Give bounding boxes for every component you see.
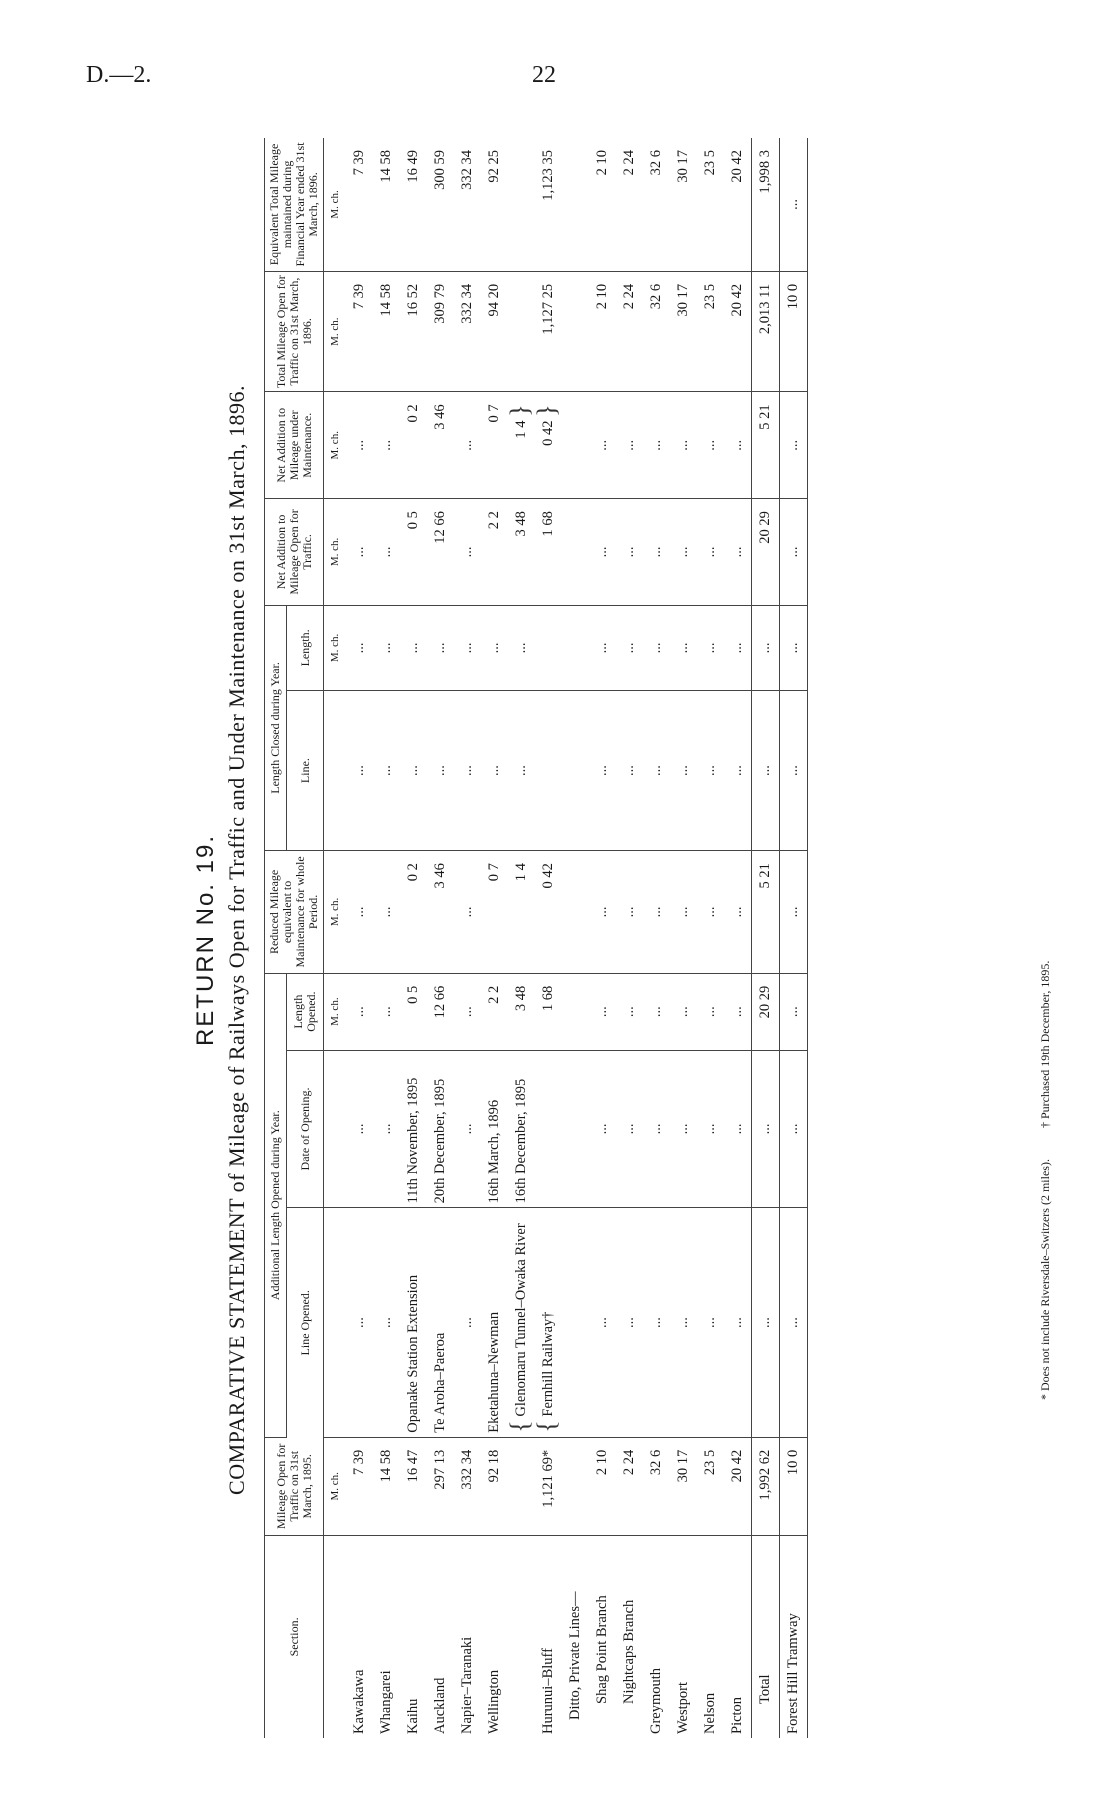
col-closed-length: Length. (287, 605, 324, 690)
cell-line-text: Glenomaru Tunnel–Owaka River (513, 1223, 529, 1417)
cell-total1896: 16 52 (400, 271, 427, 392)
cell-len-opened: ... (346, 973, 373, 1050)
cell-net-traffic: 20 29 (752, 499, 780, 606)
cell-m1895: 10 0 (780, 1437, 808, 1535)
cell-reduced: 0 2 (400, 851, 427, 974)
brace-icon: } (505, 404, 534, 417)
cell-equiv: 332 34 (454, 138, 481, 271)
cell-date: 20th December, 1895 (427, 1050, 454, 1208)
cell-m1895: 297 13 (427, 1437, 454, 1535)
cell-net-traffic: ... (373, 499, 400, 606)
unit-label: M. ch. (324, 392, 347, 499)
cell-section: Kawakawa (351, 1669, 367, 1734)
cell-section: Hurunui–Bluff (540, 1648, 556, 1734)
cell-section: Shag Point Branch (594, 1595, 610, 1704)
col-length-opened: Length Opened. (287, 973, 324, 1050)
footnotes (1038, 933, 1053, 1400)
cell-equiv: 16 49 (400, 138, 427, 271)
cell-equiv: 1,123 35 (535, 138, 562, 271)
cell-total1896: 32 6 (643, 271, 670, 392)
cell-equiv: 32 6 (643, 138, 670, 271)
cell-section: Auckland (432, 1677, 448, 1734)
cell-reduced: ... (643, 851, 670, 974)
cell-reduced: ... (346, 851, 373, 974)
document-code: D.—2. (86, 62, 152, 88)
cell-date: 16th December, 1895 (508, 1050, 535, 1208)
cell-date: ... (752, 1050, 780, 1208)
cell-closed-len: ... (724, 605, 752, 690)
cell-line: ... (346, 1208, 373, 1437)
cell-section: Wellington (486, 1669, 502, 1734)
cell-date: ... (454, 1050, 481, 1208)
cell-closed-line: ... (724, 691, 752, 851)
cell-section: Napier–Taranaki (459, 1636, 475, 1734)
col-equivalent-total: Equivalent Total Mileage maintained during Financial Year ended 31st March, 1896. (265, 138, 324, 271)
cell-closed-line: ... (373, 691, 400, 851)
cell-net-maint: 0 7 (481, 392, 508, 499)
cell-closed-line: ... (481, 691, 508, 851)
brace-icon: { (532, 1420, 561, 1433)
table-row (400, 138, 427, 1738)
unit-label: M. ch. (324, 499, 347, 606)
table-row (643, 138, 670, 1738)
cell-reduced: 0 7 (481, 851, 508, 974)
col-group-additional: Additional Length Opened during Year. (265, 973, 287, 1437)
cell-closed-len: ... (670, 605, 697, 690)
table-row (780, 138, 808, 1738)
col-total-1896: Total Mileage Open for Traffic on 31st March, 1896. (265, 271, 324, 392)
unit-label: M. ch. (324, 973, 347, 1050)
cell-net-traffic: 12 66 (427, 499, 454, 606)
cell-date: ... (697, 1050, 724, 1208)
cell-closed-line: ... (346, 691, 373, 851)
cell-equiv: 30 17 (670, 138, 697, 271)
cell-reduced: ... (670, 851, 697, 974)
col-net-add-maintenance: Net Addition to Mileage under Maintenance. (265, 392, 324, 499)
rotated-table-page (190, 120, 1070, 1760)
table-row (454, 138, 481, 1738)
col-closed-line: Line. (287, 691, 324, 851)
cell-len-opened: 3 48 (508, 973, 535, 1050)
cell-net-maint: ... (724, 392, 752, 499)
cell-total1896: 20 42 (724, 271, 752, 392)
cell-section: Nightcaps Branch (621, 1599, 637, 1704)
cell-net-traffic: 2 2 (481, 499, 508, 606)
cell-len-opened: ... (697, 973, 724, 1050)
cell-len-opened: 0 5 (400, 973, 427, 1050)
cell-net-maint: ... (454, 392, 481, 499)
cell-date: ... (616, 1050, 643, 1208)
cell-equiv: 14 58 (373, 138, 400, 271)
cell-net-traffic: ... (780, 499, 808, 606)
cell-date: ... (724, 1050, 752, 1208)
cell-closed-len: ... (454, 605, 481, 690)
cell-reduced: ... (589, 851, 616, 974)
footnote: * Does not include Riversdale–Switzers (2 miles). (1038, 1159, 1052, 1400)
cell-closed-line: ... (670, 691, 697, 851)
cell-len-opened: 1 68 (535, 973, 562, 1050)
cell-closed-line: ... (643, 691, 670, 851)
cell-line: ... (697, 1208, 724, 1437)
cell-net-traffic: ... (454, 499, 481, 606)
col-net-add-traffic: Net Addition to Mileage Open for Traffic. (265, 499, 324, 606)
cell-total1896: 2 10 (589, 271, 616, 392)
cell-date: ... (589, 1050, 616, 1208)
table-row (697, 138, 724, 1738)
cell-len-opened: ... (454, 973, 481, 1050)
table-row (481, 138, 508, 1738)
cell-total1896: 94 20 (481, 271, 508, 392)
cell-closed-len: ... (589, 605, 616, 690)
cell-len-opened: ... (643, 973, 670, 1050)
cell-equiv: 92 25 (481, 138, 508, 271)
cell-reduced: ... (373, 851, 400, 974)
cell-line (532, 1208, 562, 1437)
cell-len-opened: ... (780, 973, 808, 1050)
cell-m1895: 23 5 (697, 1437, 724, 1535)
table-row (373, 138, 400, 1738)
cell-total1896: 30 17 (670, 271, 697, 392)
cell-section: Westport (675, 1682, 691, 1734)
cell-line: ... (724, 1208, 752, 1437)
cell-equiv: 23 5 (697, 138, 724, 271)
cell-closed-line: ... (589, 691, 616, 851)
cell-section: Whangarei (378, 1670, 394, 1734)
cell-closed-len: ... (780, 605, 808, 690)
cell-total1896: 309 79 (427, 271, 454, 392)
col-line-opened: Line Opened. (287, 1208, 324, 1437)
cell-date: ... (670, 1050, 697, 1208)
page-number: 22 (532, 62, 556, 88)
cell-m1895: 92 18 (481, 1437, 508, 1535)
cell-len-opened: 12 66 (427, 973, 454, 1050)
cell-closed-line: ... (616, 691, 643, 851)
cell-net-traffic: 1 68 (535, 499, 562, 606)
cell-line (505, 1208, 535, 1437)
cell-net-maint-text: 1 4 (513, 420, 529, 439)
cell-net-maint-text: 0 42 (540, 420, 556, 446)
table-row (616, 138, 643, 1738)
cell-line: ... (752, 1208, 780, 1437)
cell-closed-line: ... (400, 691, 427, 851)
cell-net-maint: ... (589, 392, 616, 499)
cell-total1896: 1,127 25 (535, 271, 562, 392)
brace-icon: { (505, 1420, 534, 1433)
unit-label: M. ch. (324, 605, 347, 690)
cell-reduced: 3 46 (427, 851, 454, 974)
cell-closed-line: ... (427, 691, 454, 851)
cell-section: Forest Hill Tramway (780, 1535, 808, 1738)
cell-net-maint: 3 46 (427, 392, 454, 499)
cell-total1896: 14 58 (373, 271, 400, 392)
cell-equiv: 300 59 (427, 138, 454, 271)
cell-section: Nelson (702, 1692, 718, 1734)
col-group-closed: Length Closed during Year. (265, 605, 287, 850)
cell-net-maint: 0 2 (400, 392, 427, 499)
footnote: † Purchased 19th December, 1895. (1038, 960, 1052, 1129)
cell-line: ... (454, 1208, 481, 1437)
cell-m1895: 332 34 (454, 1437, 481, 1535)
cell-reduced: ... (616, 851, 643, 974)
cell-date: 11th November, 1895 (400, 1050, 427, 1208)
table-row (562, 138, 589, 1738)
cell-closed-len: ... (508, 605, 535, 690)
cell-net-traffic: 0 5 (400, 499, 427, 606)
cell-section: Greymouth (648, 1667, 664, 1734)
cell-line: ... (643, 1208, 670, 1437)
table-row (670, 138, 697, 1738)
cell-date: ... (643, 1050, 670, 1208)
cell-closed-line: ... (508, 691, 535, 851)
cell-closed-len: ... (752, 605, 780, 690)
cell-equiv: ... (780, 138, 808, 271)
cell-closed-line: ... (697, 691, 724, 851)
cell-equiv: 2 10 (589, 138, 616, 271)
cell-line-text: Fernhill Railway† (540, 1311, 556, 1417)
table-row (535, 138, 562, 1738)
cell-net-traffic: ... (724, 499, 752, 606)
cell-closed-len: ... (373, 605, 400, 690)
cell-net-maint: ... (670, 392, 697, 499)
cell-net-traffic: ... (589, 499, 616, 606)
unit-label: M. ch. (324, 271, 347, 392)
cell-net-traffic: ... (346, 499, 373, 606)
table-title: COMPARATIVE STATEMENT of Mileage of Railways Open for Traffic and Under Maintenance on 31st March, 1896. (224, 385, 249, 1495)
table-row (724, 138, 752, 1738)
cell-m1895: 16 47 (400, 1437, 427, 1535)
table-row (346, 138, 373, 1738)
return-number: RETURN No. 19. (192, 833, 219, 1047)
table-row (589, 138, 616, 1738)
cell-reduced: ... (454, 851, 481, 974)
cell-line: Te Aroha–Paeroa (427, 1208, 454, 1437)
cell-total1896: 7 39 (346, 271, 373, 392)
cell-closed-line: ... (454, 691, 481, 851)
cell-net-maint: ... (697, 392, 724, 499)
cell-total1896: 23 5 (697, 271, 724, 392)
cell-date: ... (373, 1050, 400, 1208)
cell-line: ... (780, 1208, 808, 1437)
table-row (427, 138, 454, 1738)
cell-len-opened: ... (373, 973, 400, 1050)
cell-reduced: ... (724, 851, 752, 974)
col-reduced-mileage: Reduced Mileage equivalent to Maintenance for whole Period. (265, 851, 324, 974)
cell-line: ... (373, 1208, 400, 1437)
col-section: Section. (265, 1535, 324, 1738)
cell-reduced: 0 42 (535, 851, 562, 974)
cell-closed-line: ... (780, 691, 808, 851)
cell-total1896: 10 0 (780, 271, 808, 392)
cell-m1895: 32 6 (643, 1437, 670, 1535)
cell-m1895: 7 39 (346, 1437, 373, 1535)
cell-reduced: 5 21 (752, 851, 780, 974)
cell-net-traffic: ... (643, 499, 670, 606)
cell-net-maint: ... (373, 392, 400, 499)
col-mileage-1895: Mileage Open for Traffic on 31st March, 1895. (265, 1437, 324, 1535)
cell-line: Opanake Station Extension (400, 1208, 427, 1437)
cell-section: Total (752, 1535, 780, 1738)
cell-m1895: 2 24 (616, 1437, 643, 1535)
cell-m1895: 20 42 (724, 1437, 752, 1535)
cell-closed-len: ... (643, 605, 670, 690)
brace-icon: } (532, 404, 561, 417)
total-row (752, 138, 780, 1738)
cell-len-opened: ... (589, 973, 616, 1050)
cell-net-maint (505, 392, 535, 499)
cell-net-traffic: 3 48 (508, 499, 535, 606)
unit-label: M. ch. (324, 1437, 347, 1535)
cell-section: Picton (729, 1696, 745, 1734)
cell-closed-len: ... (400, 605, 427, 690)
cell-section (508, 1535, 535, 1738)
cell-closed-len: ... (427, 605, 454, 690)
cell-closed-len: ... (616, 605, 643, 690)
cell-line: Eketahuna–Newman (481, 1208, 508, 1437)
cell-len-opened: 20 29 (752, 973, 780, 1050)
cell-line: ... (616, 1208, 643, 1437)
cell-m1895: 1,992 62 (752, 1437, 780, 1535)
cell-section: Ditto, Private Lines— (567, 1591, 583, 1720)
cell-net-traffic: ... (697, 499, 724, 606)
cell-section: Kaihu (405, 1698, 421, 1734)
cell-reduced: ... (697, 851, 724, 974)
cell-equiv: 1,998 3 (752, 138, 780, 271)
cell-closed-len: ... (481, 605, 508, 690)
cell-len-opened: ... (724, 973, 752, 1050)
cell-m1895: 14 58 (373, 1437, 400, 1535)
cell-total1896: 332 34 (454, 271, 481, 392)
cell-date: 16th March, 1896 (481, 1050, 508, 1208)
cell-total1896: 2 24 (616, 271, 643, 392)
cell-reduced: ... (780, 851, 808, 974)
cell-m1895: 30 17 (670, 1437, 697, 1535)
cell-len-opened: ... (670, 973, 697, 1050)
cell-m1895: 2 10 (589, 1437, 616, 1535)
cell-net-maint: ... (346, 392, 373, 499)
cell-equiv: 20 42 (724, 138, 752, 271)
cell-closed-line: ... (752, 691, 780, 851)
cell-net-maint: 5 21 (752, 392, 780, 499)
cell-len-opened: 2 2 (481, 973, 508, 1050)
cell-net-maint: ... (643, 392, 670, 499)
cell-m1895: 1,121 69* (535, 1437, 562, 1535)
unit-label: M. ch. (324, 851, 347, 974)
cell-closed-len: ... (346, 605, 373, 690)
cell-line: ... (670, 1208, 697, 1437)
cell-len-opened: ... (616, 973, 643, 1050)
cell-reduced: 1 4 (508, 851, 535, 974)
cell-net-maint (532, 392, 562, 499)
cell-closed-len: ... (697, 605, 724, 690)
cell-net-traffic: ... (616, 499, 643, 606)
cell-date (535, 1050, 562, 1208)
cell-net-maint: ... (780, 392, 808, 499)
table-row (508, 138, 535, 1738)
col-date-opening: Date of Opening. (287, 1050, 324, 1208)
cell-equiv: 2 24 (616, 138, 643, 271)
cell-net-maint: ... (616, 392, 643, 499)
mileage-table (264, 138, 808, 1738)
cell-date: ... (346, 1050, 373, 1208)
cell-total1896: 2,013 11 (752, 271, 780, 392)
units-row (324, 138, 347, 1738)
cell-line: ... (589, 1208, 616, 1437)
cell-date: ... (780, 1050, 808, 1208)
cell-equiv: 7 39 (346, 138, 373, 271)
cell-net-traffic: ... (670, 499, 697, 606)
unit-label: M. ch. (324, 138, 347, 271)
